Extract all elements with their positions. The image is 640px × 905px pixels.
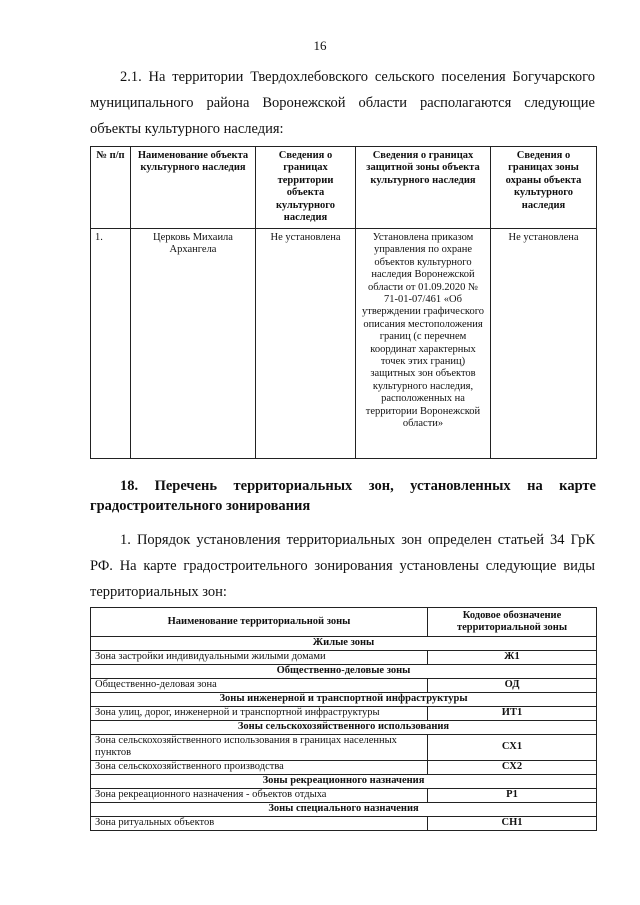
protective-zone-info: Установлена приказом управления по охране объектов культурного наследия Воронежской области от 01.09.2020 № 71-01-07/461 «Об утверждении графического описания местоположения границ (с перечнем координат характерных точек этих границ) защитных зон объектов культурного наследия, расположенных на территории Воронежской области» — [356, 229, 491, 459]
zone-code: СХ1 — [428, 735, 597, 761]
table-row — [91, 679, 597, 693]
table-row — [91, 816, 597, 830]
zone-code: ИТ1 — [428, 707, 597, 721]
section-number: 18. — [120, 478, 139, 494]
zone-group-row — [91, 802, 597, 816]
object-name: Церковь Михаила Архангела — [131, 229, 256, 459]
row-number: 1. — [91, 229, 131, 459]
intro-number: 2.1. — [120, 69, 142, 85]
table-row — [91, 735, 597, 761]
heritage-objects-table — [90, 146, 597, 459]
zone-group-title: Зоны специального назначения — [91, 802, 597, 816]
zone-group-title: Жилые зоны — [91, 637, 597, 651]
table-row — [91, 788, 597, 802]
zone-name: Зона сельскохозяйственного производства — [91, 760, 428, 774]
zone-group-row — [91, 774, 597, 788]
table-row — [91, 651, 597, 665]
zone-code: СН1 — [428, 816, 597, 830]
header-cell: № п/п — [91, 147, 131, 229]
page-number: 16 — [313, 38, 327, 53]
security-zone-info: Не установлена — [491, 229, 597, 459]
territorial-zones-table — [90, 607, 597, 831]
zone-name: Зона рекреационного назначения - объектов отдыха — [91, 788, 428, 802]
zone-name: Зона сельскохозяйственного использования в границах населенных пунктов — [91, 735, 428, 761]
zone-group-row — [91, 693, 597, 707]
zone-group-row — [91, 665, 597, 679]
header-cell: Кодовое обозначение территориальной зоны — [428, 608, 597, 637]
zone-name: Зона ритуальных объектов — [91, 816, 428, 830]
header-cell: Сведения о границах защитной зоны объекта культурного наследия — [356, 147, 491, 229]
zone-code: Р1 — [428, 788, 597, 802]
zone-name: Общественно-деловая зона — [91, 679, 428, 693]
table-row — [91, 760, 597, 774]
paragraph-text: Порядок установления территориальных зон определен статьей 34 ГрК РФ. На карте градостроительного зонирования установлены следующие виды территориальных зон: — [90, 532, 595, 600]
zone-group-row — [91, 637, 597, 651]
zones-intro-paragraph — [90, 527, 595, 605]
table-row — [91, 229, 597, 459]
header-cell: Сведения о границах территории объекта культурного наследия — [256, 147, 356, 229]
intro-text: На территории Твердохлебовского сельского поселения Богучарского муниципального района Воронежской области располагаются следующие объекты культурного наследия: — [90, 69, 595, 137]
header-cell: Сведения о границах зоны охраны объекта культурного наследия — [491, 147, 597, 229]
zone-name: Зона застройки индивидуальными жилыми домами — [91, 651, 428, 665]
paragraph-number: 1. — [120, 532, 131, 548]
table-row — [91, 707, 597, 721]
intro-paragraph — [90, 64, 595, 142]
zone-group-title: Зоны сельскохозяйственного использования — [91, 721, 597, 735]
zones-table-header — [91, 608, 597, 637]
zone-code: Ж1 — [428, 651, 597, 665]
section-heading — [90, 476, 596, 516]
header-cell: Наименование территориальной зоны — [91, 608, 428, 637]
heritage-table-header — [91, 147, 597, 229]
zones-table-body — [91, 637, 597, 831]
territory-info: Не установлена — [256, 229, 356, 459]
zone-code: СХ2 — [428, 760, 597, 774]
section-title: Перечень территориальных зон, установленных на карте градостроительного зонирования — [90, 478, 596, 514]
zone-name: Зона улиц, дорог, инженерной и транспортной инфраструктуры — [91, 707, 428, 721]
zone-group-row — [91, 721, 597, 735]
zone-group-title: Зоны инженерной и транспортной инфраструктуры — [91, 693, 597, 707]
header-cell: Наименование объекта культурного наследия — [131, 147, 256, 229]
zone-group-title: Общественно-деловые зоны — [91, 665, 597, 679]
zone-code: ОД — [428, 679, 597, 693]
zone-group-title: Зоны рекреационного назначения — [91, 774, 597, 788]
